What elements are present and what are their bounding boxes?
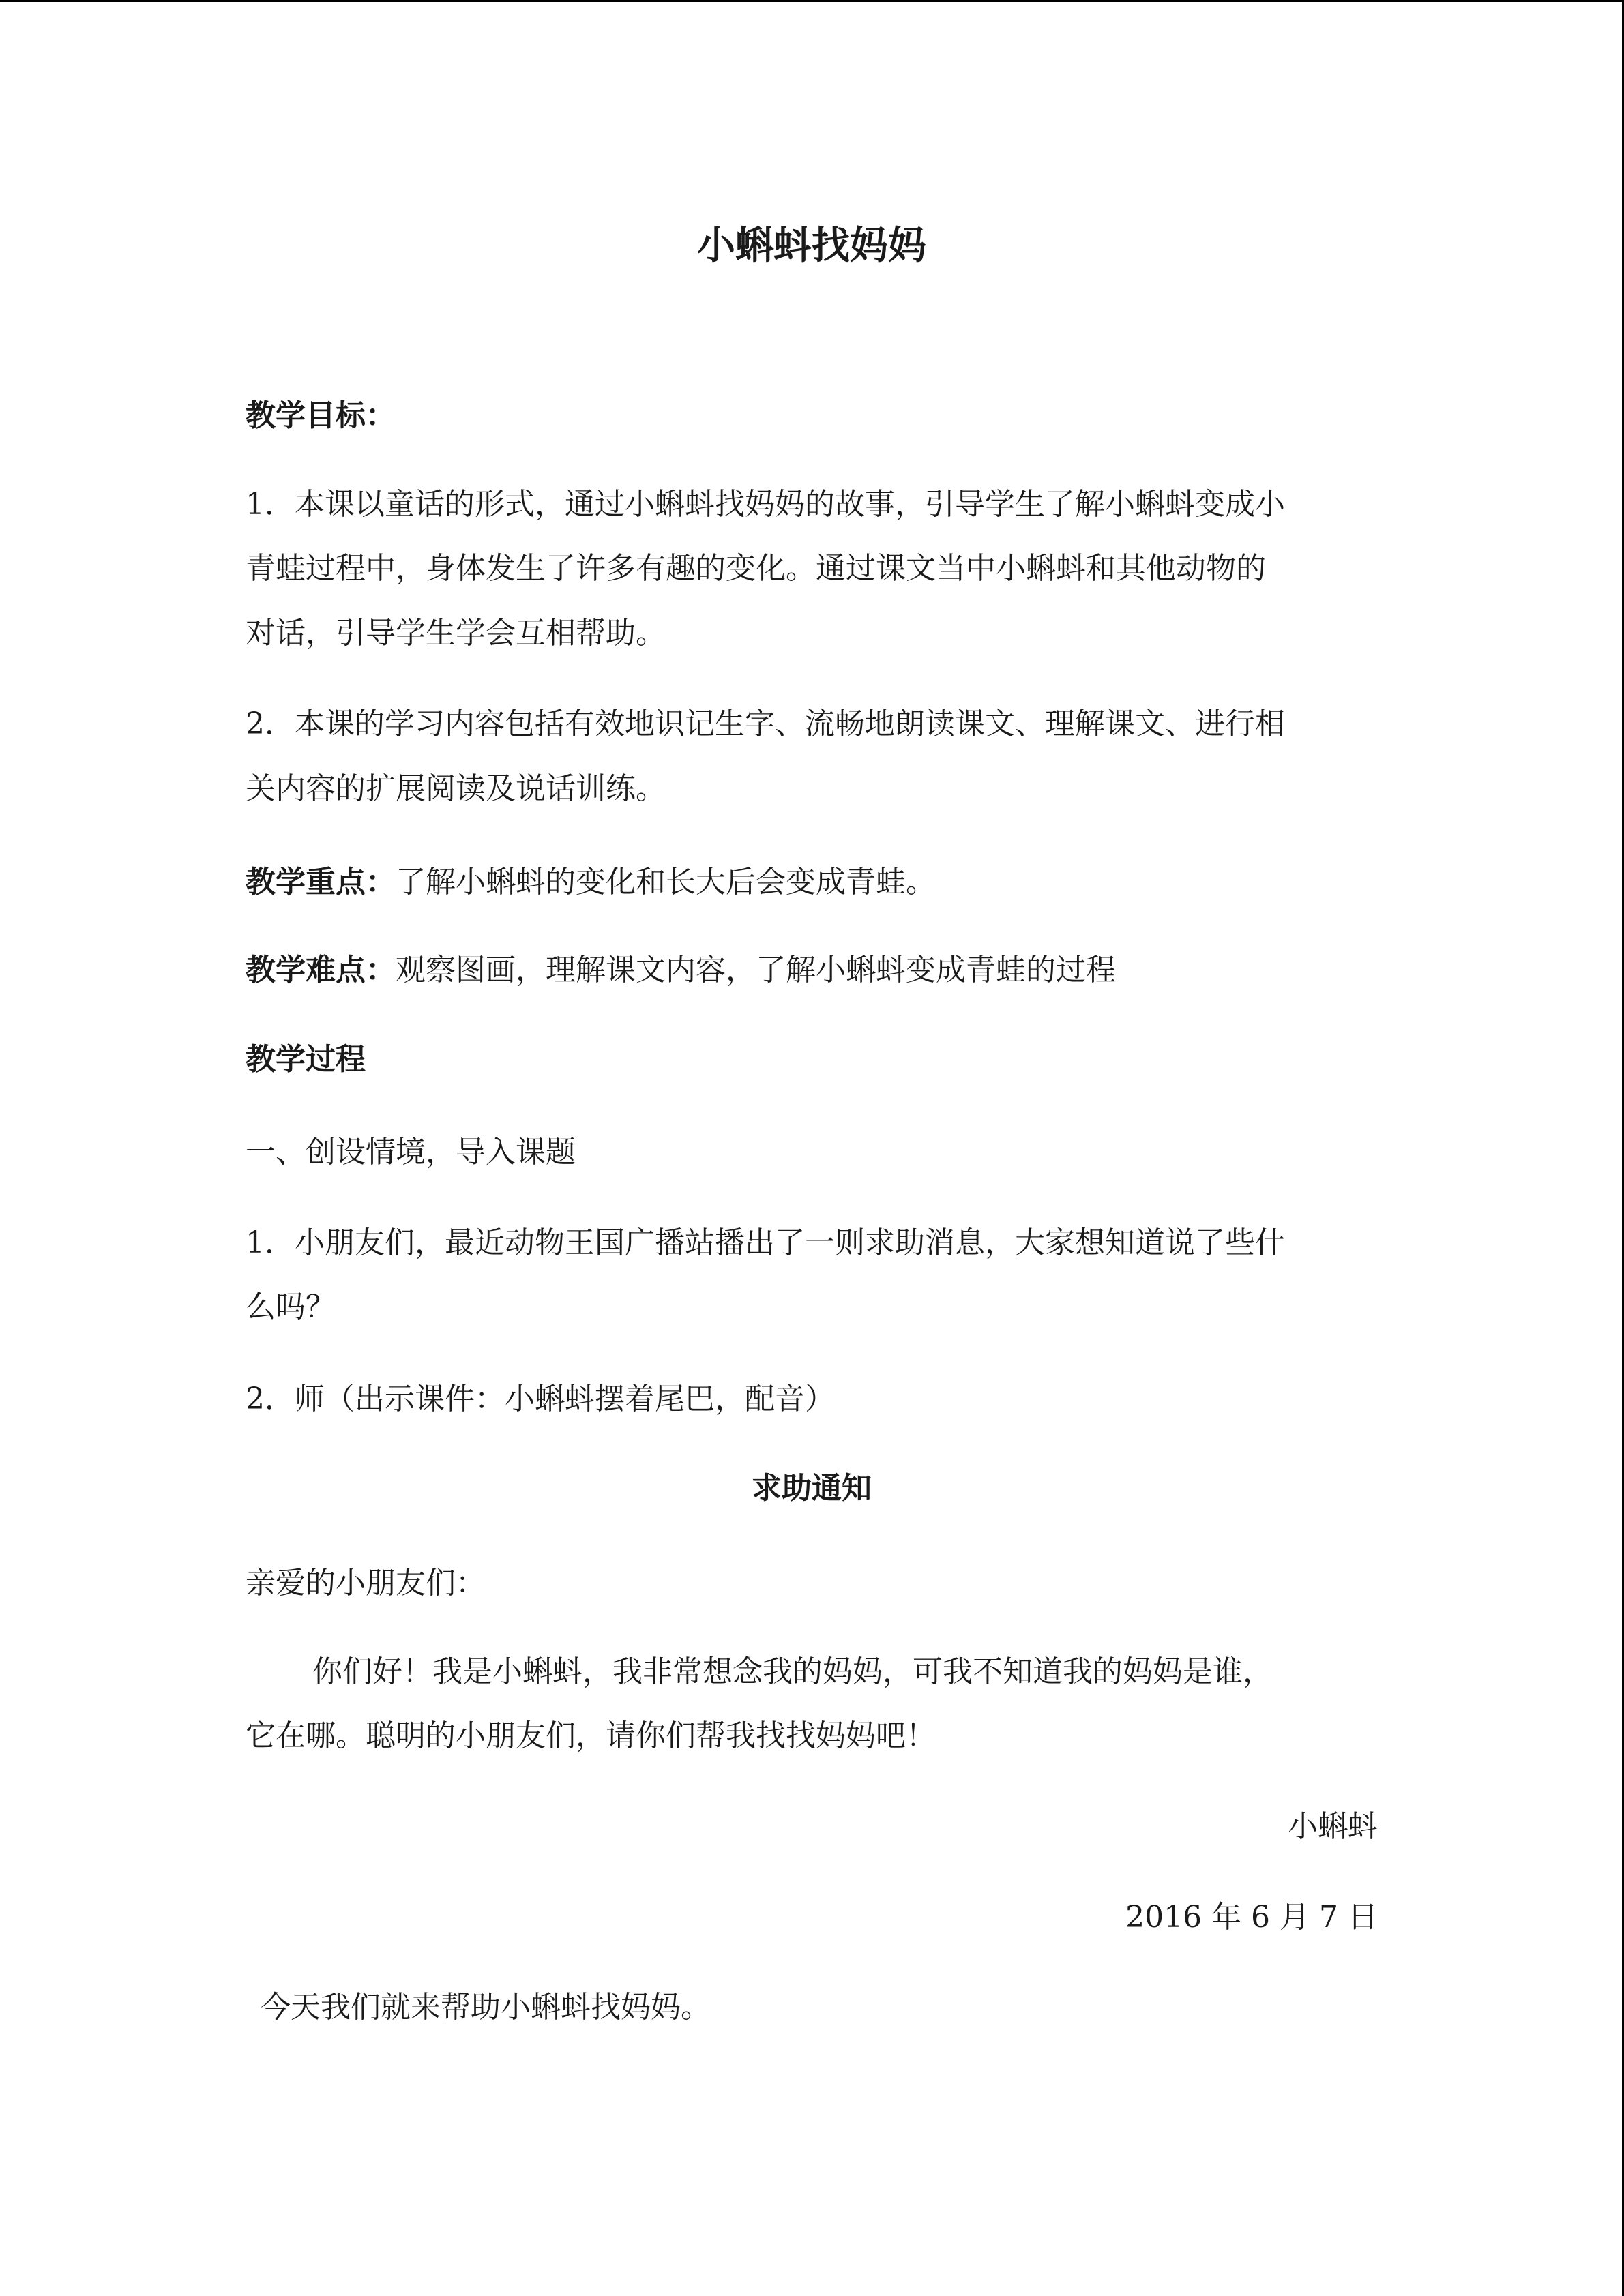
objective-1-line-3: 对话，引导学生学会互相帮助。	[246, 616, 666, 651]
letter-signature: 小蝌蚪	[1288, 1809, 1378, 1844]
difficulty-text: 观察图画，理解课文内容，了解小蝌蚪变成青蛙的过程	[396, 953, 1116, 987]
step-1-line-1: 1．小朋友们，最近动物王国广播站播出了一则求助消息，大家想知道说了些什	[246, 1225, 1285, 1260]
difficulty-label: 教学难点：	[246, 953, 396, 987]
notice-title: 求助通知	[752, 1471, 872, 1506]
key-point-text: 了解小蝌蚪的变化和长大后会变成青蛙。	[396, 865, 936, 899]
letter-line-2: 它在哪。聪明的小朋友们，请你们帮我找找妈妈吧！	[246, 1718, 936, 1753]
document-title: 小蝌蚪找妈妈	[697, 224, 926, 268]
difficulty-point	[246, 951, 1378, 990]
objective-1-line-2: 青蛙过程中，身体发生了许多有趣的变化。通过课文当中小蝌蚪和其他动物的	[246, 551, 1266, 586]
objective-1-line-1: 1．本课以童话的形式，通过小蝌蚪找妈妈的故事，引导学生了解小蝌蚪变成小	[246, 487, 1285, 522]
step-2: 2．师（出示课件：小蝌蚪摆着尾巴，配音）	[246, 1382, 835, 1416]
section-1-heading: 一、创设情境，导入课题	[246, 1135, 576, 1169]
process-heading: 教学过程	[246, 1042, 366, 1077]
key-point-label: 教学重点：	[246, 865, 396, 899]
objectives-heading: 教学目标：	[246, 398, 396, 433]
objective-2-line-1: 2．本课的学习内容包括有效地识记生字、流畅地朗读课文、理解课文、进行相	[246, 706, 1285, 741]
step-1-line-2: 么吗？	[246, 1289, 336, 1324]
letter-date: 2016 年 6 月 7 日	[1125, 1900, 1378, 1935]
objective-2-line-2: 关内容的扩展阅读及说话训练。	[246, 771, 666, 806]
letter-salutation: 亲爱的小朋友们：	[246, 1566, 486, 1600]
letter-line-1: 你们好！我是小蝌蚪，我非常想念我的妈妈，可我不知道我的妈妈是谁，	[312, 1654, 1273, 1689]
key-point	[246, 863, 1378, 902]
closing-sentence: 今天我们就来帮助小蝌蚪找妈妈。	[261, 1990, 711, 2025]
